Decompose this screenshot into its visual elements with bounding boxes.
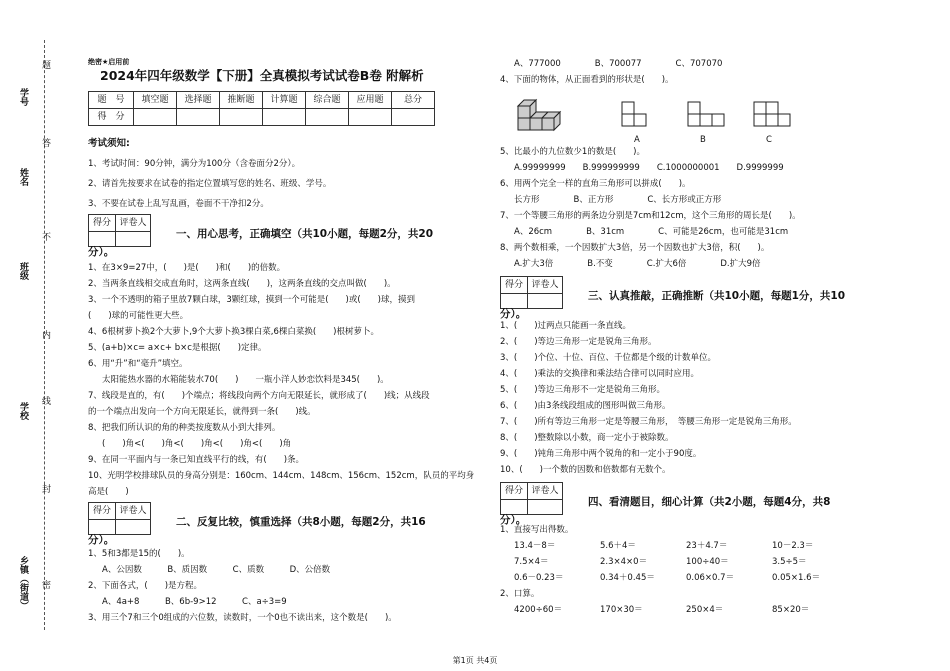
score-cell: 选择题 [177,92,220,109]
grader-name-cell[interactable] [116,520,151,535]
calc-item: 0.05×1.6＝ [772,573,821,583]
calc-item: 85×20＝ [772,605,810,615]
judgement-line: 3、( )个位、十位、百位、千位都是个级的计数单位。 [500,353,717,363]
question-line: 6、用两个完全一样的直角三角形可以拼成( )。 [500,179,691,189]
grader-name-cell[interactable] [528,294,563,309]
question-line: A、26cm B、31cm C、可能是26cm，也可能是31cm [514,227,789,237]
section-2-title: 二、反复比较，慎重选择（共8小题，每题2分，共16 [176,516,426,528]
judgement-line: 4、( )乘法的交换律和乘法结合律可以同时应用。 [500,369,700,379]
score-cell: 计算题 [263,92,306,109]
judgement-line: 7、( )所有等边三角形一定是等腰三角形， 等腰三角形一定是锐角三角形。 [500,417,797,427]
section-1-score-note: 分）。 [88,246,115,258]
township-label: 乡镇（街道） [18,556,28,610]
grader-score-label: 得分 [501,483,528,500]
score-cell: 总分 [392,92,435,109]
notice-item: 3、不要在试卷上乱写乱画，卷面不干净扣2分。 [88,199,269,209]
section-1-header [88,214,488,258]
section-2-header [88,502,488,546]
left-column [88,58,488,626]
score-input-cell[interactable] [392,109,435,126]
question-line: 的一个端点出发向一个方向无限延长，就得到一条( )线。 [88,407,316,417]
confidential-mark: 绝密★启用前 [88,58,130,66]
grader-box [88,502,151,535]
score-row-label: 得 分 [89,109,134,126]
calc-item: 4200÷60＝ [514,605,563,615]
score-cell: 综合题 [306,92,349,109]
class-label: 班级 [18,262,28,280]
question-line: 5、(a+b)×c= a×c+ b×c是根据( )定律。 [88,343,267,353]
question-line: 6、用“升”和“毫升”填空。 [88,359,188,369]
name-label: 姓名 [18,168,28,186]
view-shapes-figure [500,88,850,145]
seal-mark-2: 答 [40,138,50,147]
seal-mark-3: 不 [40,232,50,241]
notice-heading: 考试须知: [88,138,130,149]
judgement-line: 2、( )等边三角形一定是锐角三角形。 [500,337,657,347]
score-input-cell[interactable] [134,109,177,126]
exam-title: 2024年四年级数学【下册】全真模拟考试试卷B卷 附解析 [100,68,424,83]
school-label: 学校 [18,402,28,420]
question-line: 高是( ) [88,487,129,497]
score-input-cell[interactable] [177,109,220,126]
seal-mark-6: 封 [40,484,50,493]
question-line: 8、两个数相乘，一个因数扩大3倍，另一个因数也扩大3倍，积( )。 [500,243,770,253]
seal-mark-4: 内 [40,330,50,339]
section-2-score-note: 分）。 [88,534,115,546]
grader-score-label: 得分 [501,277,528,294]
calc-item: 5.6＋4＝ [600,541,636,551]
score-cell: 题 号 [89,92,134,109]
calc-row [500,554,850,570]
grader-box [500,482,563,515]
cube-stack-figure [500,88,840,144]
calc-row [500,570,850,586]
score-cell: 推断题 [220,92,263,109]
question-line: 长方形 B、正方形 C、长方形或正方形 [514,195,722,205]
question-line: A、公因数 B、质因数 C、质数 D、公倍数 [102,565,331,575]
question-line: 10、光明学校排球队员的身高分别是：160cm、144cm、148cm、156cm、152cm，队员的平均身 [88,471,475,481]
option-b-label: B [700,135,706,145]
question-line: ( )角<( )角<( )角<( )角<( )角 [102,439,292,449]
calc-item: 0.6－0.23＝ [514,573,564,583]
judgement-line: 6、( )由3条线段组成的图形叫做三角形。 [500,401,671,411]
page-footer: 第1页 共4页 [452,656,498,665]
grader-name-label: 评卷人 [116,215,151,232]
grader-box [500,276,563,309]
question-line: A.99999999 B.999999999 C.1000000001 D.9999999 [514,163,784,173]
question-line: A、4a+8 B、6b-9>12 C、a÷3=9 [102,597,287,607]
calc-item: 0.34＋0.45＝ [600,573,655,583]
grader-name-cell[interactable] [116,232,151,247]
score-input-cell[interactable] [349,109,392,126]
score-table-score-row [89,109,435,126]
notice-item: 2、请首先按要求在试卷的指定位置填写您的姓名、班级、学号。 [88,179,332,189]
grader-name-label: 评卷人 [528,277,563,294]
score-table [88,91,435,126]
view-option-c-icon [754,102,790,126]
judgement-line: 5、( )等边三角形不一定是锐角三角形。 [500,385,666,395]
calc-item: 23＋4.7＝ [686,541,728,551]
view-option-b-icon [688,102,724,126]
question-line: 太阳能热水器的水箱能装水70( ) 一瓶小洋人妙恋饮料是345( )。 [102,375,389,385]
calc-item: 250×4＝ [686,605,724,615]
grader-name-label: 评卷人 [116,503,151,520]
question-line: 7、线段是直的，有( )个端点；将线段向两个方向无限延长，就形成了( )线；从线段 [88,391,430,401]
section-3-title: 三、认真推敲，正确推断（共10小题，每题1分，共10 [588,290,846,302]
question-line: A、777000 B、700077 C、707070 [514,59,723,69]
question-line: 4、6根树萝卜换2个大萝卜,9个大萝卜换3棵白菜,6棵白菜换( )根树萝卜。 [88,327,379,337]
score-input-cell[interactable] [306,109,349,126]
grader-box [88,214,151,247]
score-table-header-row [89,92,435,109]
section-3-score-note: 分）。 [500,308,527,320]
score-cell: 应用题 [349,92,392,109]
question-line: ( )球的可能性更大些。 [88,311,189,321]
question-line: 5、比最小的九位数少1的数是( )。 [500,147,645,157]
calc-row [500,538,850,554]
grader-score-label: 得分 [89,215,116,232]
oral-calc-row [500,602,850,618]
question-line: 4、下面的物体，从正面看到的形状是( )。 [500,75,674,85]
question-line: A.扩大3倍 B.不变 C.扩大6倍 D.扩大9倍 [514,259,761,269]
judgement-line: 1、( )过两点只能画一条直线。 [500,321,632,331]
notice-item: 1、考试时间：90分钟，满分为100分（含卷面分2分）。 [88,159,301,169]
section-1-title: 一、用心思考，正确填空（共10小题，每题2分，共20 [176,228,434,240]
score-input-cell[interactable] [220,109,263,126]
calc-item: 7.5×4＝ [514,557,549,567]
question-line: 2、当两条直线相交成直角时，这两条直线( )，这两条直线的交点叫做( )。 [88,279,396,289]
judgement-line: 10、( )一个数的因数和倍数都有无数个。 [500,465,671,475]
seal-mark-7: 密 [40,580,50,589]
score-cell: 填空题 [134,92,177,109]
calc-item: 170×30＝ [600,605,643,615]
calc-item: 10－2.3＝ [772,541,814,551]
calc-item: 2.3×4×0＝ [600,557,648,567]
section-4-score-note: 分）。 [500,514,527,526]
option-a-label: A [634,135,640,145]
binding-margin [0,0,80,671]
section-4-header [500,482,850,526]
judgement-line: 9、( )钝角三角形中两个锐角的和一定小于90度。 [500,449,702,459]
question-line: 9、在同一平面内与一条已知直线平行的线，有( )条。 [88,455,305,465]
question-line: 7、一个等腰三角形的两条边分别是7cm和12cm，这个三角形的周长是( )。 [500,211,801,221]
question-line: 1、直接写出得数。 [500,525,574,535]
option-c-label: C [766,135,772,145]
question-line: 2、下面各式，( )是方程。 [88,581,203,591]
question-line: 8、把我们所认识的角的种类按度数从小到大排列。 [88,423,281,433]
section-4-title: 四、看清题目，细心计算（共2小题，每题4分，共8 [588,496,831,508]
question-line: 3、用三个7和三个0组成的六位数，读数时，一个0也不读出来，这个数是( )。 [88,613,397,623]
grader-score-label: 得分 [89,503,116,520]
seal-mark-5: 线 [40,396,50,405]
question-line: 1、在3×9=27中，( )是( )和( )的倍数。 [88,263,286,273]
student-id-label: 学号 [18,88,28,106]
score-input-cell[interactable] [263,109,306,126]
question-line: 1、5和3都是15的( )。 [88,549,190,559]
right-column [500,56,850,618]
grader-name-cell[interactable] [528,500,563,515]
grader-name-label: 评卷人 [528,483,563,500]
section-3-header [500,276,850,320]
calc-item: 13.4－8＝ [514,541,556,551]
seal-mark-1: 题 [40,60,50,69]
question-line: 2、口算。 [500,589,540,599]
cube-stack-icon [518,100,560,130]
calc-item: 100÷40＝ [686,557,729,567]
view-option-a-icon [622,102,646,126]
calc-item: 3.5÷5＝ [772,557,807,567]
calc-item: 0.06×0.7＝ [686,573,735,583]
question-line: 3、一个不透明的箱子里放7颗白球，3颗红球，摸到一个可能是( )或( )球，摸到 [88,295,415,305]
judgement-line: 8、( )整数除以小数，商一定小于被除数。 [500,433,674,443]
